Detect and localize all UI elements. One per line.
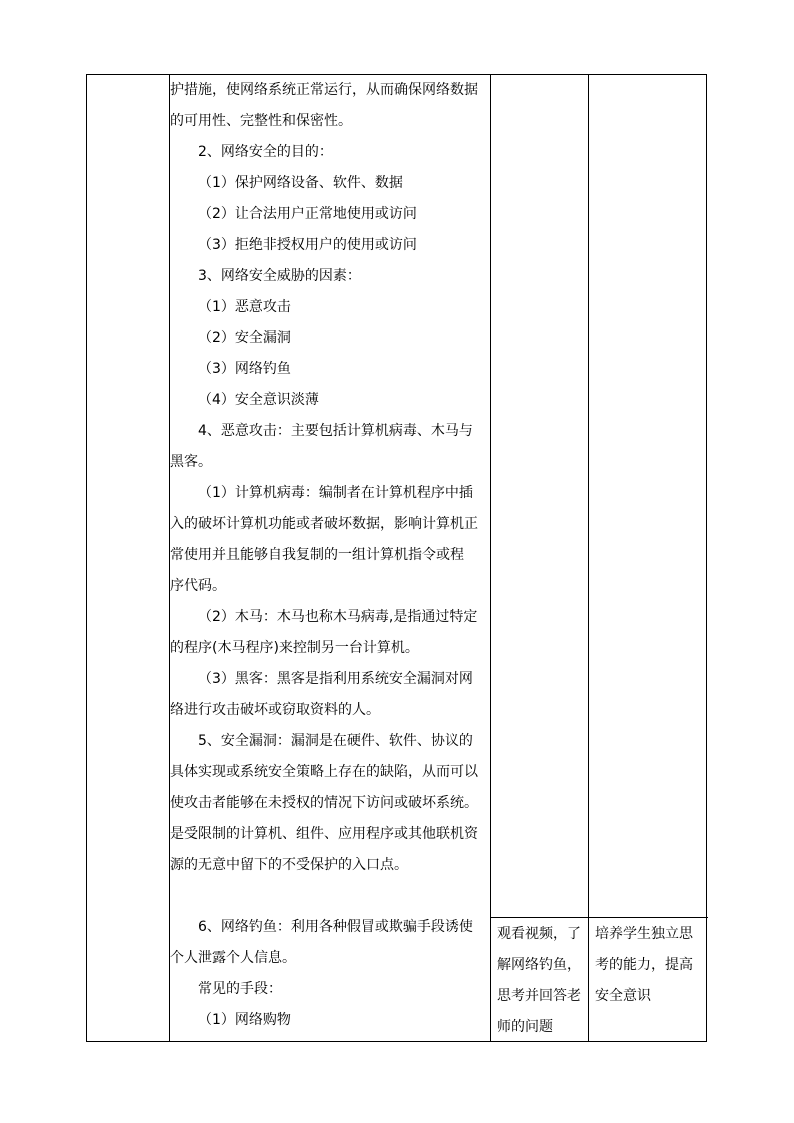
- purpose-heading: 2、网络安全的目的：: [198, 144, 333, 160]
- row-divider: [490, 917, 708, 918]
- list-item: （3）网络钓鱼: [198, 361, 291, 377]
- phishing-paragraph: 6、网络钓鱼：利用各种假冒或欺骗手段诱使 个人泄露个人信息。: [170, 919, 473, 966]
- teaching-content-cell: [170, 75, 488, 1036]
- list-item: （1）保护网络设备、软件、数据: [198, 175, 403, 191]
- trojan-paragraph: （2）木马：木马也称木马病毒,是指通过特定 的程序(木马程序)来控制另一台计算机。: [170, 609, 478, 656]
- lesson-table: [86, 74, 707, 1042]
- design-intent-cell: 培养学生独立思 考的能力，提高 安全意识: [595, 926, 693, 1004]
- purpose-list: [170, 168, 488, 261]
- vulnerability-paragraph: 5、安全漏洞：漏洞是在硬件、软件、协议的 具体实现或系统安全策略上存在的缺陷，从而可以 使攻击者能够在未授权的情况下访问或破坏系统。 是受限制的计算机、组件、应用程序或其他联机资 源的无意中留下的不受保护的入口点。: [170, 733, 478, 873]
- list-item: （2）让合法用户正常地使用或访问: [198, 206, 417, 222]
- list-item: （4）安全意识淡薄: [198, 392, 319, 408]
- means-heading: 常见的手段：: [198, 981, 282, 997]
- list-item: （1）网络购物: [198, 1012, 291, 1028]
- student-activity-cell: 观看视频，了 解网络钓鱼， 思考并回答老 师的问题: [497, 926, 581, 1035]
- list-item: （3）拒绝非授权用户的使用或访问: [198, 237, 417, 253]
- means-list: [170, 1005, 488, 1036]
- intro-paragraph: 护措施，使网络系统正常运行，从而确保网络数据 的可用性、完整性和保密性。: [170, 82, 478, 129]
- spacer: [170, 881, 488, 912]
- list-item: （1）恶意攻击: [198, 299, 291, 315]
- attack-paragraph: 4、恶意攻击：主要包括计算机病毒、木马与 黑客。: [170, 423, 473, 470]
- list-item: （2）安全漏洞: [198, 330, 291, 346]
- virus-paragraph: （1）计算机病毒：编制者在计算机程序中插 入的破坏计算机功能或者破坏数据，影响计算机正 常使用并且能够自我复制的一组计算机指令或程 序代码。: [170, 485, 478, 594]
- hacker-paragraph: （3）黑客：黑客是指利用系统安全漏洞对网 络进行攻击破坏或窃取资料的人。: [170, 671, 473, 718]
- threat-list: [170, 292, 488, 416]
- column-divider-3: [588, 75, 589, 1041]
- column-divider-2: [490, 75, 491, 1041]
- threat-heading: 3、网络安全威胁的因素：: [198, 268, 361, 284]
